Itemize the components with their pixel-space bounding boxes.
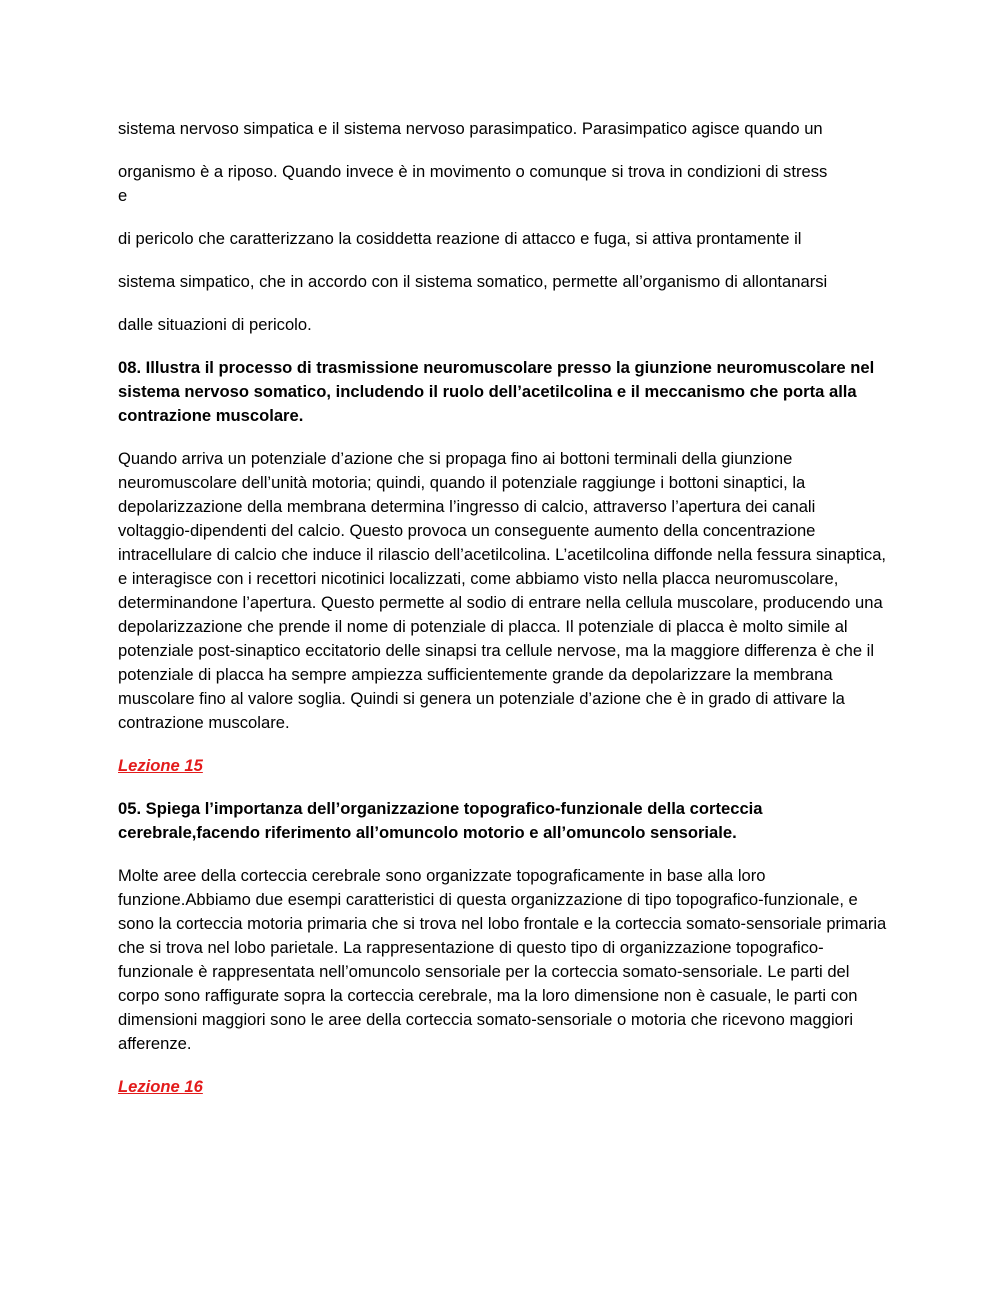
intro-line-2: organismo è a riposo. Quando invece è in movimento o comunque si trova in condizioni di stress e [118,162,828,205]
question-08: 08. Illustra il processo di trasmissione neuromuscolare presso la giunzione neuromuscolare nel sistema nervoso somatico, includendo il ruolo dell’acetilcolina e il meccanismo che porta alla contrazione muscolare. [118,358,875,425]
lesson-16-heading[interactable]: Lezione 16 [118,1077,203,1096]
answer-08: Quando arriva un potenziale d’azione che si propaga fino ai bottoni terminali della giunzione neuromuscolare dell’unità motoria; quindi, quando il potenziale raggiunge i bottoni sinaptici, la depolarizzazione della membrana determina l’ingresso di calcio, attraverso l’apertura dei canali voltaggio-dipendenti del calcio. Questo provoca un conseguente aumento della concentrazione intracellulare di calcio che induce il rilascio dell’acetilcolina. L’acetilcolina diffonde nella fessura sinaptica, e interagisce con i recettori nicotinici localizzati, come abbiamo visto nella placca neuromuscolare, determinandone l’apertura. Questo permette al sodio di entrare nella cellula muscolare, producendo una depolarizzazione che prende il nome di potenziale di placca. Il potenziale di placca è molto simile al potenziale post-sinaptico eccitatorio delle sinapsi tra cellule nervose, ma la maggiore differenza è che il potenziale di placca ha sempre ampiezza sufficientemente grande da depolarizzare la membrana muscolare fino al valore soglia. Quindi si genera un potenziale d’azione che è in grado di attivare la contrazione muscolare. [118,449,887,732]
intro-line-1: sistema nervoso simpatica e il sistema nervoso parasimpatico. Parasimpatico agisce quando un [118,119,823,138]
page-content [118,117,888,1118]
lesson-15-heading[interactable]: Lezione 15 [118,756,203,775]
intro-line-5: dalle situazioni di pericolo. [118,315,312,334]
question-05: 05. Spiega l’importanza dell’organizzazione topografico-funzionale della corteccia cerebrale,facendo riferimento all’omuncolo motorio e all’omuncolo sensoriale. [118,799,763,842]
intro-line-4: sistema simpatico, che in accordo con il sistema somatico, permette all’organismo di allontanarsi [118,272,828,291]
intro-line-3: di pericolo che caratterizzano la cosiddetta reazione di attacco e fuga, si attiva prontamente il [118,229,802,248]
answer-05: Molte aree della corteccia cerebrale sono organizzate topograficamente in base alla loro funzione.Abbiamo due esempi caratteristici di questa organizzazione di tipo topografico-funzionale, e sono la corteccia motoria primaria che si trova nel lobo frontale e la corteccia somato-sensoriale primaria che si trova nel lobo parietale. La rappresentazione di questo tipo di organizzazione topografico-funzionale è rappresentata nell’omuncolo sensoriale per la corteccia somato-sensoriale. Le parti del corpo sono raffigurate sopra la corteccia cerebrale, ma la loro dimensione non è casuale, le parti con dimensioni maggiori sono le aree della corteccia somato-sensoriale o motoria che ricevono maggiori afferenze. [118,866,887,1053]
